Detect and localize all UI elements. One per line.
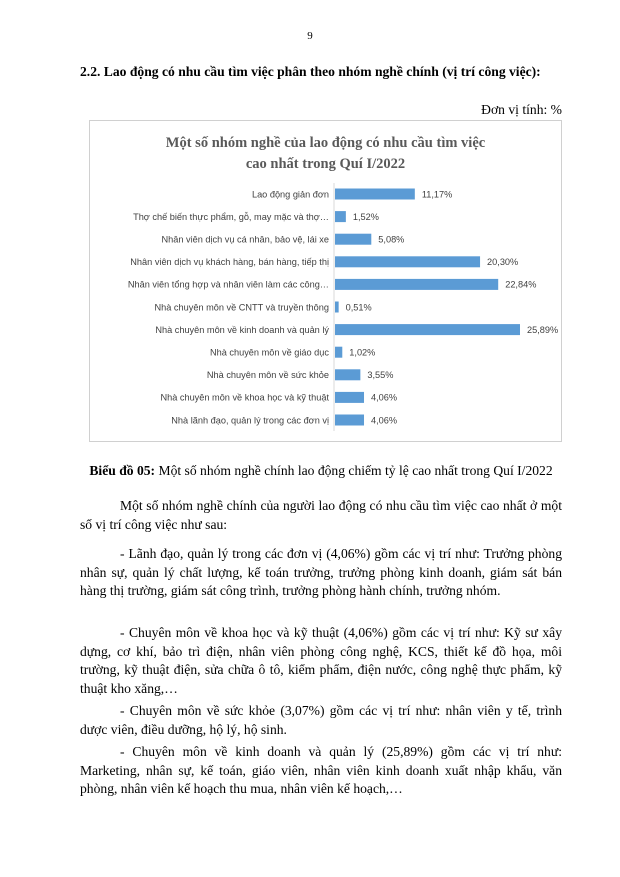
value-label-7: 1,02% [349, 347, 376, 358]
bar-chart [90, 121, 561, 441]
bar-9 [335, 392, 364, 403]
bar-0 [335, 189, 415, 200]
category-label-5: Nhà chuyên môn về CNTT và truyền thông [154, 302, 329, 313]
page-number: 9 [307, 30, 313, 42]
chart-title-line1: Một số nhóm nghề của lao động có nhu cầu tìm việc [165, 135, 486, 151]
value-label-8: 3,55% [367, 370, 394, 381]
value-label-3: 20,30% [487, 257, 519, 268]
bar-10 [335, 415, 364, 426]
bar-4 [335, 279, 498, 290]
category-label-4: Nhân viên tổng hợp và nhân viên làm các công… [127, 279, 329, 290]
caption-label: Biểu đồ 05: [89, 463, 156, 478]
bar-7 [335, 347, 342, 358]
value-label-0: 11,17% [421, 189, 453, 200]
category-label-0: Lao động giản đơn [251, 189, 329, 200]
bar-1 [335, 211, 346, 222]
chart-title-line2: cao nhất trong Quí I/2022 [245, 156, 406, 172]
category-label-8: Nhà chuyên môn về sức khỏe [206, 370, 329, 381]
bar-5 [335, 302, 339, 313]
value-label-6: 25,89% [527, 324, 559, 335]
category-label-2: Nhân viên dịch vụ cá nhân, bảo vệ, lái xe [161, 234, 329, 245]
category-label-7: Nhà chuyên môn về giáo dục [209, 347, 329, 358]
chart-frame [89, 120, 562, 442]
unit-label: Đơn vị tính: % [481, 102, 562, 117]
value-label-2: 5,08% [378, 234, 405, 245]
paragraph-business: - Chuyên môn về kinh doanh và quản lý (25,89%) gồm các vị trí như: Marketing, nhân sự, kế toán, giáo viên, nhân viên kinh doanh xuất nhập khẩu, văn phòng, nhân viên kế hoạch thu mua, nhân viên kế hoạch,… [80, 744, 562, 796]
category-label-6: Nhà chuyên môn về kinh doanh và quản lý [155, 324, 329, 335]
value-label-1: 1,52% [352, 211, 379, 222]
value-label-10: 4,06% [371, 415, 398, 426]
figure-caption [80, 462, 562, 480]
section-heading: 2.2. Lao động có nhu cầu tìm việc phân theo nhóm nghề chính (vị trí công việc): [80, 64, 541, 79]
paragraph-leadership: - Lãnh đạo, quản lý trong các đơn vị (4,06%) gồm các vị trí như: Trưởng phòng nhân sự, quản lý chất lượng, kế toán trưởng, trưởng phòng kinh doanh, giám sát bán hàng thị trường, giám sát công trình, trưởng phòng hành chính, trưởng nhóm. [80, 546, 562, 598]
category-label-10: Nhà lãnh đạo, quản lý trong các đơn vị [171, 415, 329, 426]
value-label-9: 4,06% [371, 392, 398, 403]
value-label-5: 0,51% [345, 302, 372, 313]
bar-8 [335, 369, 360, 380]
bar-3 [335, 256, 480, 267]
value-label-4: 22,84% [505, 279, 537, 290]
category-label-3: Nhân viên dịch vụ khách hàng, bán hàng, tiếp thị [130, 257, 329, 268]
category-label-1: Thợ chế biến thực phẩm, gỗ, may mặc và thợ… [133, 211, 329, 222]
bar-6 [335, 324, 520, 335]
bar-2 [335, 234, 371, 245]
paragraph-health: - Chuyên môn về sức khỏe (3,07%) gồm các vị trí như: nhân viên y tế, trình dược viên, điều dưỡng, hộ lý, hộ sinh. [80, 703, 562, 737]
caption-text: Một số nhóm nghề chính lao động chiếm tỷ lệ cao nhất trong Quí I/2022 [158, 463, 553, 478]
paragraph-science-tech: - Chuyên môn về khoa học và kỹ thuật (4,06%) gồm các vị trí như: Kỹ sư xây dựng, cơ khí, bảo trì điện, nhân viên phòng công nghệ, KCS, thiết kế đồ họa, môi trường, kỹ thuật điện, sửa chữa ô tô, kiểm phẩm, điện nước, công nghệ thực phẩm, kỹ thuật kho xăng,… [80, 625, 562, 696]
category-label-9: Nhà chuyên môn về khoa học và kỹ thuật [160, 392, 329, 403]
paragraph-intro: Một số nhóm nghề chính của người lao động có nhu cầu tìm việc cao nhất ở một số vị trí công việc như sau: [80, 498, 562, 532]
